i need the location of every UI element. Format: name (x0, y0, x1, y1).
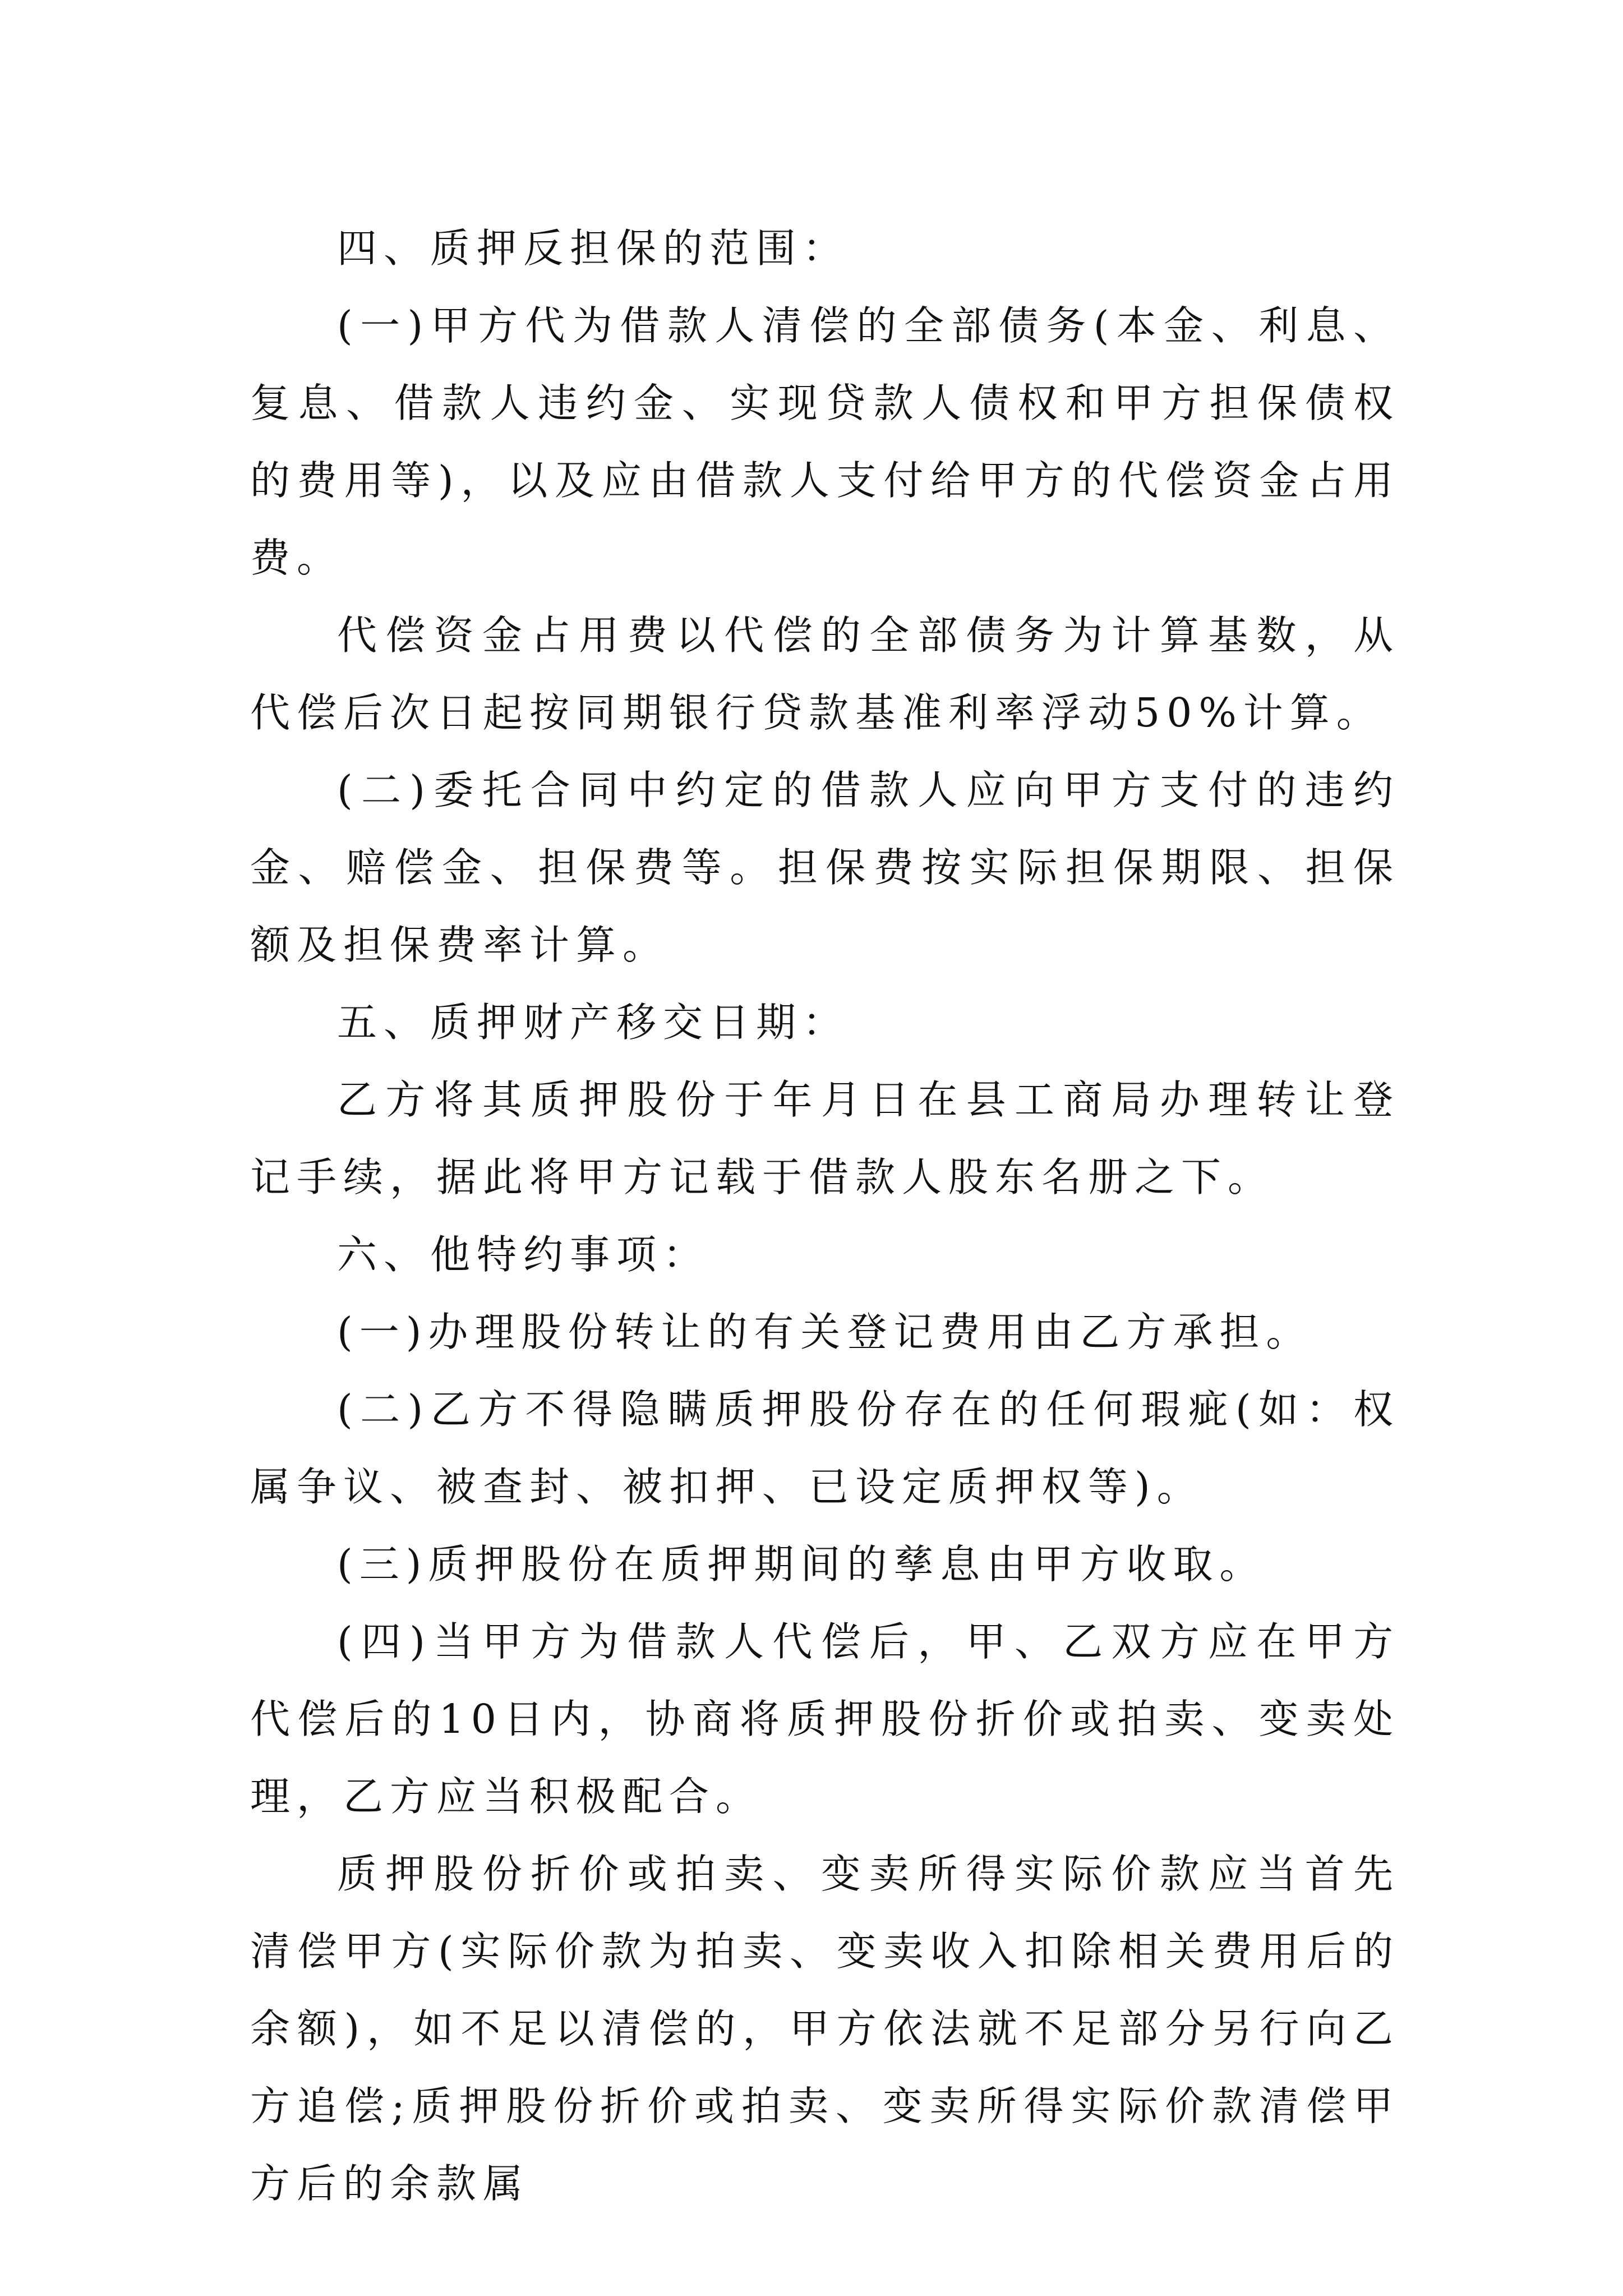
section-heading-transfer-date: 五、质押财产移交日期： (337, 999, 850, 1046)
paragraph-proceeds: 质押股份折价或拍卖、变卖所得实际价款应当首先清偿甲方(实际价款为拍卖、变卖收入扣除相关费用后的余额)，如不足以清偿的，甲方依法就不足部分另行向乙方追偿;质押股份折价或拍卖、变卖所得实际价款清偿甲方后的余款属 (250, 1851, 1400, 2207)
paragraph-clause-2: (二)委托合同中约定的借款人应向甲方支付的违约金、赔偿金、担保费等。担保费按实际担保期限、担保额及担保费率计算。 (250, 767, 1400, 968)
paragraph-special-3: (三)质押股份在质押期间的孳息由甲方收取。 (337, 1541, 1266, 1588)
paragraph-transfer-registration: 乙方将其质押股份于年月日在县工商局办理转让登记手续，据此将甲方记载于借款人股东名册之下。 (250, 1076, 1400, 1200)
paragraph-special-2: (二)乙方不得隐瞒质押股份存在的任何瑕疵(如：权属争议、被查封、被扣押、已设定质押权等)。 (250, 1386, 1400, 1510)
paragraph-fee-calculation: 代偿资金占用费以代偿的全部债务为计算基数，从代偿后次日起按同期银行贷款基准利率浮动50%计算。 (250, 612, 1400, 736)
section-heading-scope: 四、质押反担保的范围： (337, 225, 850, 272)
paragraph-clause-1: (一)甲方代为借款人清偿的全部债务(本金、利息、复息、借款人违约金、实现贷款人债权和甲方担保债权的费用等)，以及应由借款人支付给甲方的代偿资金占用费。 (250, 302, 1400, 581)
paragraph-special-1: (一)办理股份转让的有关登记费用由乙方承担。 (337, 1309, 1313, 1355)
paragraph-special-4: (四)当甲方为借款人代偿后，甲、乙双方应在甲方代偿后的10日内，协商将质押股份折价或拍卖、变卖处理，乙方应当积极配合。 (250, 1618, 1400, 1820)
section-heading-special-terms: 六、他特约事项： (337, 1231, 710, 1278)
document-body (250, 210, 1400, 2223)
